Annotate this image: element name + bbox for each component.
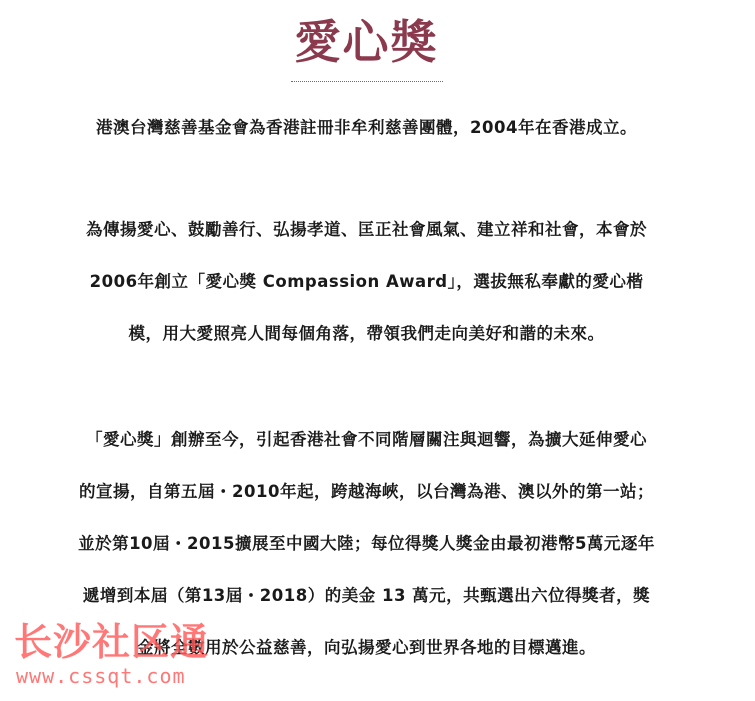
page-title: 愛心獎 bbox=[294, 15, 439, 69]
paragraph-line: 為傳揚愛心、鼓勵善行、弘揚孝道、匡正社會風氣、建立祥和社會，本會於 bbox=[86, 220, 647, 239]
mission-paragraph bbox=[0, 204, 733, 360]
paragraph-line: 「愛心獎」創辦至今，引起香港社會不同階層關注與迴響，為擴大延伸愛心 bbox=[86, 430, 647, 449]
intro-paragraph bbox=[0, 102, 733, 154]
paragraph-line: 並於第10屆・2015擴展至中國大陸；每位得獎人獎金由最初港幣5萬元逐年 bbox=[78, 534, 655, 553]
watermark-text: 长沙社区通 bbox=[14, 620, 210, 664]
paragraph-line: 金將全數用於公益慈善，向弘揚愛心到世界各地的目標邁進。 bbox=[137, 638, 596, 657]
title-divider bbox=[291, 81, 443, 82]
paragraph-line: 2006年創立「愛心獎 Compassion Award」，選拔無私奉獻的愛心楷 bbox=[89, 272, 644, 291]
paragraph-line: 的宣揚，自第五屆・2010年起，跨越海峽，以台灣為港、澳以外的第一站； bbox=[79, 482, 654, 501]
site-watermark bbox=[14, 620, 214, 690]
paragraph-line: 模，用大愛照亮人間每個角落，帶領我們走向美好和諧的未來。 bbox=[128, 324, 605, 343]
watermark-url: www.cssqt.com bbox=[16, 664, 186, 688]
paragraph-line: 港澳台灣慈善基金會為香港註冊非牟利慈善團體，2004年在香港成立。 bbox=[96, 118, 637, 137]
paragraph-line: 遞增到本屆（第13屆・2018）的美金 13 萬元，共甄選出六位得獎者，獎 bbox=[82, 586, 651, 605]
